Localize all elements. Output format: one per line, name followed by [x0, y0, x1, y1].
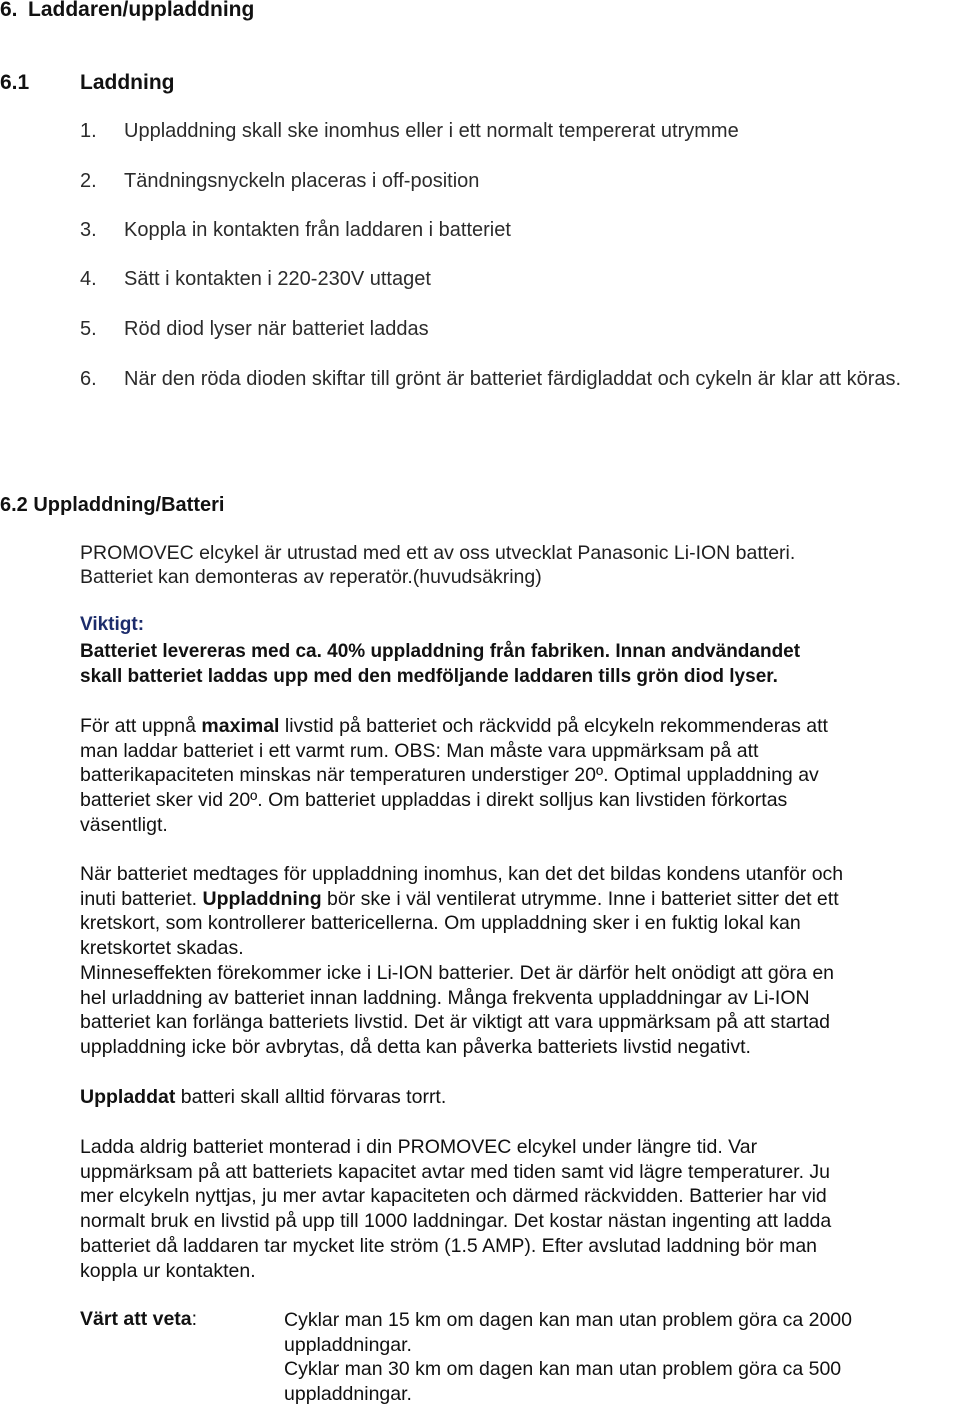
subsection-number: 6.1	[0, 71, 30, 94]
text-line: batterikapaciteten minskas när temperaturen understiger 20º. Optimal uppladdning av	[80, 764, 819, 787]
emphasis: Uppladdat	[80, 1086, 176, 1108]
list-item: När den röda dioden skiftar till grönt är batteriet färdigladdat och cykeln är klar att köras.	[124, 368, 902, 390]
section-number: 6.	[0, 0, 18, 21]
emphasis: Uppladdning	[202, 887, 322, 910]
important-text: Batteriet levereras med ca. 40% uppladdning från fabriken. Innan andvändandet	[80, 641, 801, 662]
emphasis: maximal	[201, 715, 280, 737]
list-item-number: 4.	[80, 268, 97, 290]
list-item: Uppladdning skall ske inomhus eller i ett normalt tempererat utrymme	[124, 120, 739, 142]
list-item-number: 2.	[80, 170, 97, 192]
list-item-number: 5.	[80, 318, 97, 340]
good-to-know-label	[80, 1308, 197, 1331]
text-line: Cyklar man 30 km om dagen kan man utan problem göra ca 500	[284, 1358, 842, 1381]
text-line: mer elcykeln nyttjas, ju mer avtar kapaciteten och därmed räckvidden. Batterier har vid	[80, 1185, 827, 1208]
text: För att uppnå	[80, 715, 202, 737]
text-line: normalt bruk en livstid på upp till 1000 laddningar. Det kostar nästan ingenting att ladda	[80, 1210, 832, 1233]
paragraph-storage	[80, 1085, 930, 1110]
text-line: batteriet sker vid 20º. Om batteriet uppladdas i direkt solljus kan livstiden förkortas	[80, 789, 788, 812]
list-item: Tändningsnyckeln placeras i off-position	[124, 170, 480, 192]
text-line: Cyklar man 15 km om dagen kan man utan problem göra ca 2000	[284, 1309, 852, 1331]
paragraph-capacity	[80, 1135, 930, 1283]
text: inuti batteriet.	[80, 887, 203, 910]
text-line: Minneseffekten förekommer icke i Li-ION batterier. Det är därför helt onödigt att göra en	[80, 961, 835, 984]
list-item-number: 6.	[80, 368, 97, 390]
paragraph-indoor-charging	[80, 862, 930, 1060]
text-line: Ladda aldrig batteriet monterad i din PROMOVEC elcykel under längre tid. Var	[80, 1136, 758, 1158]
text-line: hel urladdning av batteriet innan laddning. Många frekventa uppladdningar av Li-ION	[80, 986, 810, 1009]
text-line: uppladdning icke bör avbrytas, då detta kan påverka batteriets livstid negativt.	[80, 1035, 751, 1058]
text: livstid på batteriet och räckvidd på elcykeln rekommenderas att	[279, 715, 828, 737]
intro-line: Batteriet kan demonteras av reperatör.(huvudsäkring)	[80, 566, 542, 588]
important-label: Viktigt:	[80, 614, 145, 635]
intro-line: PROMOVEC elcykel är utrustad med ett av oss utvecklat Panasonic Li-ION batteri.	[80, 542, 796, 564]
text-line: kretskortet skadas.	[80, 937, 244, 960]
text-line: kretskort, som kontrollerer battericellerna. Om uppladdning sker i en fuktig lokal kan	[80, 912, 801, 935]
text-line: När batteriet medtages för uppladdning inomhus, kan det det bildas kondens utanför och	[80, 863, 844, 885]
text-line: batteriet då laddaren tar mycket lite ström (1.5 AMP). Efter avslutad laddning bör man	[80, 1234, 818, 1257]
text-line: man laddar batteriet i ett varmt rum. OBS: Man måste vara uppmärksam på att	[80, 739, 759, 762]
list-item: Koppla in kontakten från laddaren i batteriet	[124, 219, 511, 241]
text-line: batteriet kan forlänga batteriets livstid. Det är viktigt att vara uppmärksam på att startad	[80, 1011, 831, 1034]
label-colon: :	[191, 1308, 198, 1330]
text-line: väsentligt.	[80, 813, 168, 836]
list-item: Sätt i kontakten i 220-230V uttaget	[124, 268, 431, 290]
subsection-title-6-2: 6.2 Uppladdning/Batteri	[0, 494, 225, 516]
section-heading: Laddaren/uppladdning	[28, 0, 255, 21]
text: bör ske i väl ventilerat utrymme. Inne i batteriet sitter det ett	[321, 887, 839, 910]
text-line: uppladdningar.	[284, 1333, 412, 1356]
subsection-title: Laddning	[80, 71, 175, 94]
important-text: skall batteriet laddas upp med den medföljande laddaren tills grön diod lyser.	[80, 666, 778, 687]
paragraph-battery-life	[80, 714, 930, 838]
text: batteri skall alltid förvaras torrt.	[175, 1086, 447, 1108]
text-line: koppla ur kontakten.	[80, 1259, 256, 1282]
text-line: uppmärksam på att batteriets kapacitet avtar med tiden samt vid lägre temperaturer. Ju	[80, 1160, 831, 1183]
list-item-number: 1.	[80, 120, 97, 142]
label-bold: Värt att veta	[80, 1308, 192, 1330]
list-item: Röd diod lyser när batteriet laddas	[124, 318, 429, 340]
good-to-know-text	[284, 1308, 934, 1407]
text-line: uppladdningar.	[284, 1383, 412, 1406]
list-item-number: 3.	[80, 219, 97, 241]
